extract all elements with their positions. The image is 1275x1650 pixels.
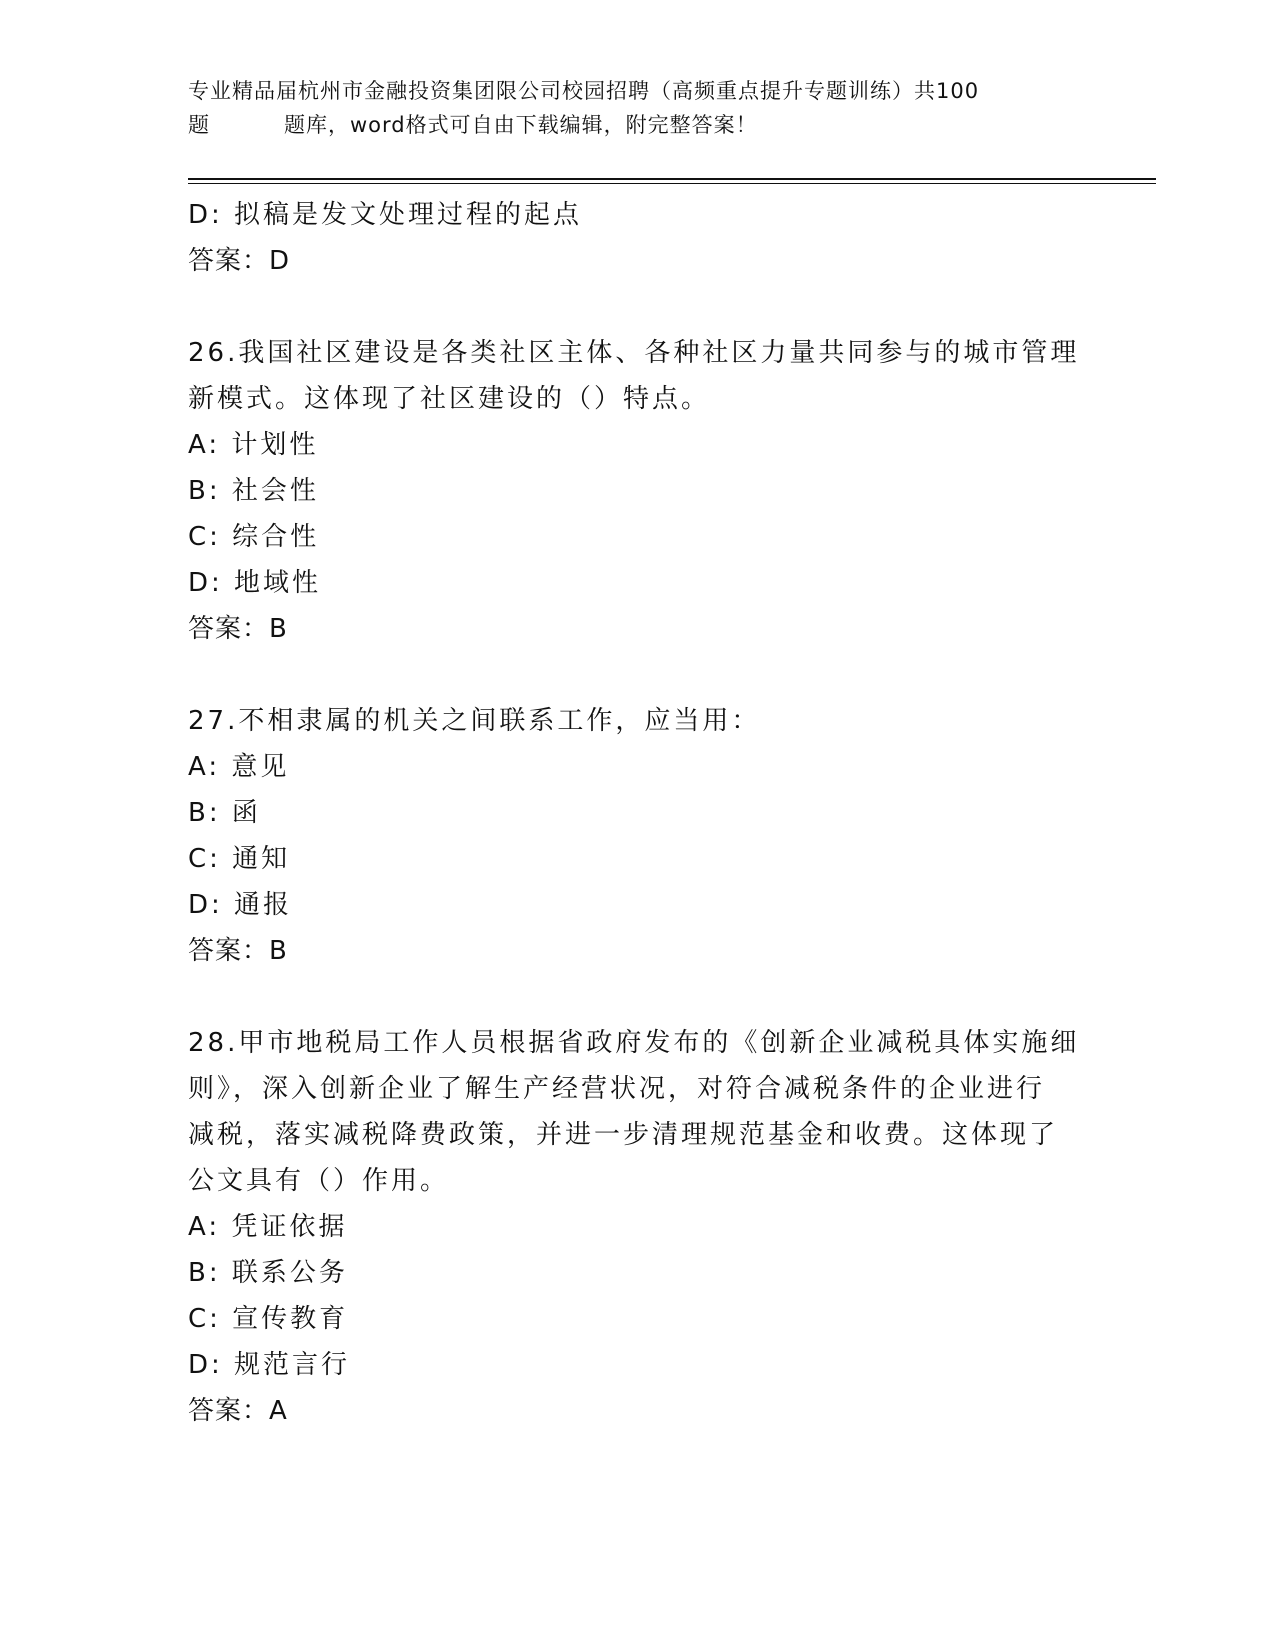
option-a: A: 计划性: [188, 430, 319, 460]
question-text: 28.甲市地税局工作人员根据省政府发布的《创新企业减税具体实施细: [188, 1028, 1080, 1058]
header-line-2-right: 题库，word格式可自由下载编辑，附完整答案！: [284, 113, 758, 137]
question-26: [188, 330, 1088, 652]
option-b: B: 联系公务: [188, 1258, 348, 1288]
question-text: 则》，深入创新企业了解生产经营状况，对符合减税条件的企业进行: [188, 1074, 1046, 1104]
header-line-2-left: 题: [188, 113, 210, 137]
answer-line: 答案：A: [188, 1396, 288, 1426]
option-a: A: 凭证依据: [188, 1212, 348, 1242]
answer-line: 答案：B: [188, 936, 288, 966]
option-d: D: 通报: [188, 890, 293, 920]
header-rule-thick: [188, 178, 1156, 180]
question-text: 公文具有（）作用。: [188, 1166, 450, 1196]
option-d: D: 地域性: [188, 568, 322, 598]
header-rule-thin: [188, 183, 1156, 184]
answer-line: 答案：D: [188, 246, 291, 276]
header-line-2: [188, 108, 1088, 142]
option-d: D: 规范言行: [188, 1350, 351, 1380]
page-header: [188, 74, 1088, 142]
option-d: D: 拟稿是发文处理过程的起点: [188, 200, 583, 230]
option-c: C: 宣传教育: [188, 1304, 349, 1334]
option-b: B: 函: [188, 798, 261, 828]
header-line-1: 专业精品届杭州市金融投资集团限公司校园招聘（高频重点提升专题训练）共100: [188, 79, 980, 103]
question-27: [188, 698, 1088, 974]
previous-question-tail: [188, 192, 1088, 284]
question-text: 减税，落实减税降费政策，并进一步清理规范基金和收费。这体现了: [188, 1120, 1059, 1150]
option-c: C: 通知: [188, 844, 291, 874]
question-text: 新模式。这体现了社区建设的（）特点。: [188, 384, 711, 414]
question-text: 26.我国社区建设是各类社区主体、各种社区力量共同参与的城市管理: [188, 338, 1080, 368]
question-28: [188, 1020, 1088, 1434]
answer-line: 答案：B: [188, 614, 288, 644]
option-b: B: 社会性: [188, 476, 319, 506]
question-content: [188, 192, 1088, 1434]
option-a: A: 意见: [188, 752, 290, 782]
option-c: C: 综合性: [188, 522, 320, 552]
question-text: 27.不相隶属的机关之间联系工作，应当用：: [188, 706, 761, 736]
